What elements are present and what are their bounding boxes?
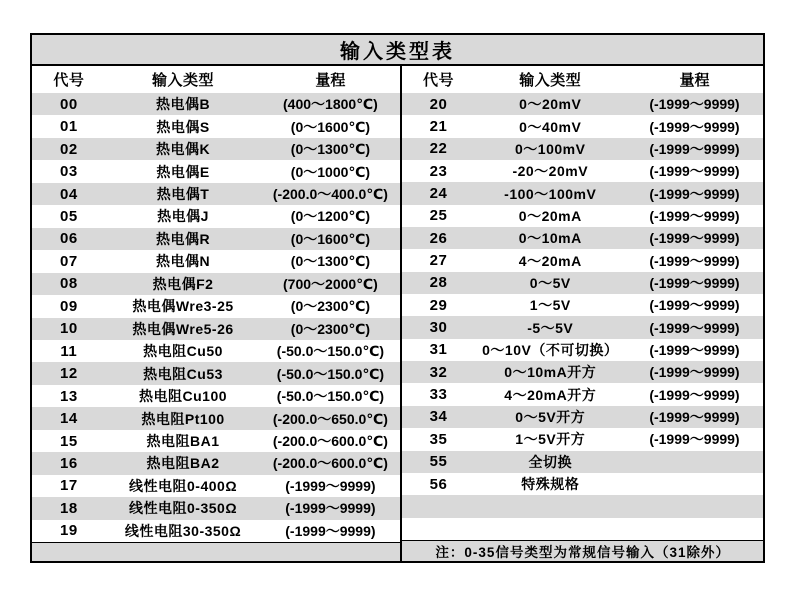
table-row — [32, 430, 400, 452]
row-input-type: 0～5V — [529, 274, 571, 291]
row-range: (-1999～9999) — [649, 140, 740, 157]
row-code: 13 — [59, 387, 78, 405]
row-range: (-1999～9999) — [285, 522, 376, 539]
table-row — [32, 385, 400, 407]
row-code: 05 — [59, 207, 78, 225]
table-row — [32, 183, 400, 205]
table-row — [402, 339, 763, 361]
table-row — [402, 138, 763, 160]
table-row — [402, 115, 763, 137]
table-title: 输入类型表 — [32, 35, 763, 66]
left-half — [32, 66, 400, 561]
row-code: 31 — [429, 341, 448, 359]
row-input-type: 1～5V — [529, 297, 571, 314]
row-range: (-1999～9999) — [649, 319, 740, 336]
right-half — [400, 66, 763, 561]
row-range: (-1999～9999) — [649, 364, 740, 381]
row-range: (-200.0～400.0℃) — [272, 186, 388, 203]
row-range: (-1999～9999) — [649, 408, 740, 425]
row-range: (0～1300℃) — [290, 141, 371, 158]
table-row — [32, 520, 400, 542]
row-range: (0～1300℃) — [290, 253, 371, 270]
row-code: 16 — [59, 454, 78, 472]
row-input-type: -100～100mV — [504, 185, 597, 202]
row-code: 19 — [59, 522, 78, 540]
table-row — [32, 93, 400, 115]
right-rows — [402, 93, 763, 540]
row-code: 29 — [429, 296, 448, 314]
row-input-type: 0～10mA开方 — [504, 364, 597, 381]
table-row — [32, 205, 400, 227]
table-row — [402, 383, 763, 405]
table-row — [402, 406, 763, 428]
row-range: (-50.0～150.0℃) — [276, 388, 385, 405]
row-range: (-1999～9999) — [649, 252, 740, 269]
table-row — [32, 497, 400, 519]
table-row — [402, 182, 763, 204]
row-code: 33 — [429, 386, 448, 404]
column-header-range: 量程 — [315, 72, 346, 89]
table-row — [32, 340, 400, 362]
row-code: 17 — [59, 477, 78, 495]
row-range: (-1999～9999) — [649, 163, 740, 180]
row-code: 25 — [429, 207, 448, 225]
row-input-type: 线性电阻0-350Ω — [129, 500, 238, 517]
row-code: 02 — [59, 140, 78, 158]
row-code: 06 — [59, 230, 78, 248]
table-row — [402, 249, 763, 271]
row-input-type: 热电偶R — [155, 230, 211, 247]
row-range: (-1999～9999) — [649, 297, 740, 314]
table-row — [402, 428, 763, 450]
row-range: (-200.0～600.0℃) — [272, 433, 388, 450]
row-input-type: 0～20mA — [518, 207, 582, 224]
row-input-type: 0～10mA — [518, 230, 582, 247]
row-input-type: 0～10V（不可切换） — [482, 341, 619, 358]
row-code: 12 — [59, 365, 78, 383]
row-input-type: 热电偶F2 — [152, 275, 214, 292]
row-range: (-50.0～150.0℃) — [276, 343, 385, 360]
input-type-table — [30, 33, 765, 563]
table-row — [402, 451, 763, 473]
row-input-type: 热电阻Cu100 — [139, 388, 228, 405]
row-range: (0～2300℃) — [290, 298, 371, 315]
table-row — [402, 227, 763, 249]
row-input-type: 全切换 — [528, 453, 572, 470]
row-code: 23 — [429, 162, 448, 180]
table-row — [32, 250, 400, 272]
row-range: (700～2000℃) — [283, 275, 378, 292]
row-code: 30 — [429, 319, 448, 337]
row-code: 55 — [429, 453, 448, 471]
row-range: (0～1200℃) — [290, 208, 371, 225]
table-row — [402, 93, 763, 115]
row-code: 24 — [429, 185, 448, 203]
row-range: (-1999～9999) — [649, 431, 740, 448]
row-input-type: 热电阻BA2 — [146, 455, 220, 472]
row-code: 56 — [429, 475, 448, 493]
column-header-code: 代号 — [53, 72, 85, 89]
left-rows — [32, 93, 400, 542]
row-code: 26 — [429, 229, 448, 247]
row-code: 34 — [429, 408, 448, 426]
column-header-type: 输入类型 — [152, 72, 215, 89]
row-input-type: 热电偶Wre3-25 — [132, 298, 234, 315]
row-range: (-1999～9999) — [649, 274, 740, 291]
row-input-type: 热电偶S — [156, 118, 210, 135]
row-range: (0～1000℃) — [290, 163, 371, 180]
row-code: 21 — [429, 118, 448, 136]
row-code: 35 — [429, 430, 448, 448]
row-input-type: 线性电阻30-350Ω — [124, 522, 242, 539]
row-input-type: 热电阻Pt100 — [141, 410, 225, 427]
row-input-type: 热电阻BA1 — [146, 433, 220, 450]
row-input-type: 4～20mA — [518, 252, 582, 269]
row-code: 01 — [59, 118, 78, 136]
row-input-type: 热电偶B — [155, 96, 211, 113]
row-range: (-1999～9999) — [649, 230, 740, 247]
right-header-row — [402, 66, 763, 93]
row-code: 10 — [59, 320, 78, 338]
row-input-type: 1～5V开方 — [515, 431, 586, 448]
row-code: 08 — [59, 275, 78, 293]
row-code: 15 — [59, 432, 78, 450]
row-code: 07 — [59, 252, 78, 270]
table-row — [402, 361, 763, 383]
table-row — [32, 452, 400, 474]
row-range: (-1999～9999) — [285, 477, 376, 494]
row-range: (-200.0～650.0℃) — [272, 410, 388, 427]
row-input-type: 热电偶Wre5-26 — [132, 320, 234, 337]
table-row — [32, 407, 400, 429]
row-code: 14 — [59, 410, 78, 428]
table-row — [402, 205, 763, 227]
row-range: (-1999～9999) — [649, 185, 740, 202]
table-row — [32, 318, 400, 340]
row-input-type: 热电偶E — [156, 163, 210, 180]
row-range: (-1999～9999) — [285, 500, 376, 517]
column-header-range: 量程 — [679, 72, 710, 89]
row-code: 00 — [59, 95, 78, 113]
table-row — [32, 475, 400, 497]
row-range: (0～1600℃) — [290, 230, 371, 247]
row-code: 27 — [429, 252, 448, 270]
row-input-type: 线性电阻0-400Ω — [129, 477, 238, 494]
row-input-type: 0～100mV — [515, 140, 586, 157]
row-input-type: 热电偶K — [155, 141, 211, 158]
row-range: (-1999～9999) — [649, 96, 740, 113]
table-row — [32, 228, 400, 250]
row-input-type: 0～40mV — [519, 118, 582, 135]
column-header-type: 输入类型 — [519, 72, 582, 89]
table-row — [32, 362, 400, 384]
row-code: 18 — [59, 499, 78, 517]
table-row — [402, 518, 763, 540]
row-input-type: -5～5V — [527, 319, 574, 336]
row-input-type: 0～5V开方 — [515, 408, 586, 425]
row-code: 03 — [59, 163, 78, 181]
table-row — [402, 316, 763, 338]
table-row — [32, 160, 400, 182]
column-header-code: 代号 — [422, 72, 454, 89]
row-code: 20 — [429, 95, 448, 113]
table-row — [32, 273, 400, 295]
row-input-type: 热电偶T — [156, 186, 210, 203]
table-row — [402, 473, 763, 495]
row-input-type: 热电阻Cu53 — [143, 365, 223, 382]
row-range: (-50.0～150.0℃) — [276, 365, 385, 382]
table-row — [402, 294, 763, 316]
table-row — [402, 495, 763, 517]
table-body — [32, 66, 763, 561]
row-input-type: 热电阻Cu50 — [143, 343, 223, 360]
row-range: (400～1800℃) — [283, 96, 378, 113]
table-row — [32, 115, 400, 137]
table-row — [32, 138, 400, 160]
row-input-type: -20～20mV — [512, 163, 589, 180]
row-range: (-1999～9999) — [649, 341, 740, 358]
row-code: 22 — [429, 140, 448, 158]
row-code: 32 — [429, 363, 448, 381]
row-input-type: 特殊规格 — [521, 476, 580, 493]
table-note: 注：0-35信号类型为常规信号输入（31除外） — [402, 540, 763, 561]
row-range: (-1999～9999) — [649, 207, 740, 224]
left-bottom-strip — [32, 542, 400, 561]
row-range: (-1999～9999) — [649, 386, 740, 403]
row-input-type: 4～20mA开方 — [504, 386, 597, 403]
table-row — [32, 295, 400, 317]
row-range: (0～2300℃) — [290, 320, 371, 337]
table-row — [402, 160, 763, 182]
left-header-row — [32, 66, 400, 93]
row-range: (-200.0～600.0℃) — [272, 455, 388, 472]
row-code: 09 — [59, 297, 78, 315]
row-input-type: 0～20mV — [519, 96, 582, 113]
row-input-type: 热电偶N — [155, 253, 211, 270]
row-code: 11 — [60, 342, 78, 360]
row-range: (-1999～9999) — [649, 118, 740, 135]
row-range: (0～1600℃) — [290, 118, 371, 135]
row-code: 04 — [59, 185, 78, 203]
row-code: 28 — [429, 274, 448, 292]
table-row — [402, 272, 763, 294]
row-input-type: 热电偶J — [157, 208, 209, 225]
